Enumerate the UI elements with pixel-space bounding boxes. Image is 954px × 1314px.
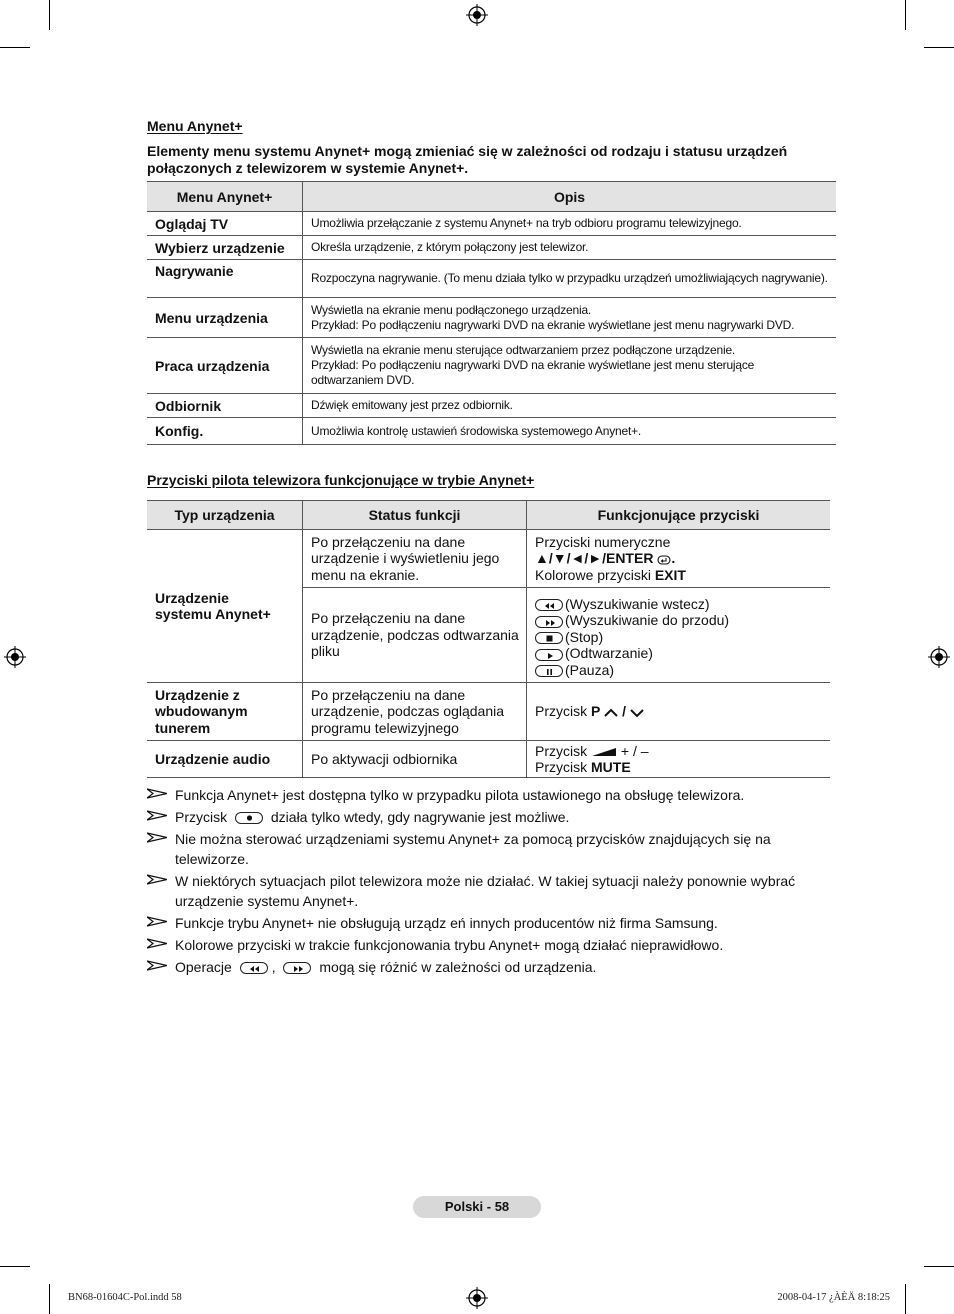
- menu-item-desc: Rozpoczyna nagrywanie. (To menu działa tylko w przypadku urządzeń umożliwiających nagrywanie).: [303, 260, 837, 298]
- menu-item-desc: Dźwięk emitowany jest przez odbiornik.: [303, 394, 837, 418]
- rewind-icon: [240, 962, 268, 974]
- chevron-down-icon: [630, 708, 644, 718]
- remote-buttons-table: [147, 500, 830, 778]
- table-row: [147, 236, 836, 260]
- note-arrow-icon: [147, 960, 167, 971]
- menu-item-name: Nagrywanie: [147, 260, 303, 298]
- table-row: [147, 418, 836, 445]
- registration-mark-icon: [928, 646, 950, 668]
- table-row: [147, 683, 830, 741]
- table-row: [147, 338, 836, 394]
- enter-icon: [657, 554, 671, 566]
- fast-forward-icon: [535, 616, 563, 628]
- crop-mark: [0, 1266, 30, 1267]
- note-item: W niektórych sytuacjach pilot telewizora może nie działać. W takiej sytuacji należy ponownie wybrać urządzenie systemu Anynet+.: [147, 871, 837, 911]
- function-status: Po przełączeniu na dane urządzenie, podczas odtwarzania pliku: [303, 588, 527, 683]
- play-icon: [535, 649, 563, 661]
- device-type: Urządzenie z wbudowanym tunerem: [147, 683, 303, 741]
- function-status: Po przełączeniu na dane urządzenie i wyświetleniu jego menu na ekranie.: [303, 530, 527, 588]
- crop-mark: [49, 0, 50, 30]
- device-type: Urządzenie audio: [147, 741, 303, 778]
- table-header: Menu Anynet+: [147, 182, 303, 212]
- note-arrow-icon: [147, 788, 167, 799]
- file-slug: BN68-01604C-Pol.indd 58: [68, 1292, 182, 1303]
- date-slug: 2008-04-17 ¿ÀÈÄ 8:18:25: [777, 1292, 890, 1303]
- working-buttons: Przycisk P /: [527, 683, 831, 741]
- table-header: Status funkcji: [303, 501, 527, 530]
- desc-line: Przykład: Po podłączeniu nagrywarki DVD na ekranie wyświetlane jest menu nagrywarki DVD.: [311, 317, 795, 332]
- table-row: [147, 530, 830, 588]
- menu-item-name: Praca urządzenia: [147, 338, 303, 394]
- desc-line: Przykład: Po podłączeniu nagrywarki DVD na ekranie wyświetlane jest menu sterujące odtwarzaniem DVD.: [311, 358, 755, 387]
- note-arrow-icon: [147, 832, 167, 843]
- chevron-up-icon: [604, 708, 618, 718]
- crop-mark: [924, 1266, 954, 1267]
- section-title-menu: Menu Anynet+: [147, 118, 243, 134]
- working-buttons: (Wyszukiwanie wstecz) (Wyszukiwanie do przodu) (Stop) (Odtwarzanie) (Pauza): [527, 588, 831, 683]
- buttons-line: Przyciski numeryczne: [535, 533, 671, 550]
- table-row: [147, 298, 836, 338]
- note-arrow-icon: [147, 938, 167, 949]
- rewind-icon: [535, 599, 563, 611]
- menu-item-name: Oglądaj TV: [147, 212, 303, 236]
- pause-icon: [535, 665, 563, 677]
- menu-item-desc: Określa urządzenie, z którym połączony jest telewizor.: [303, 236, 837, 260]
- crop-mark: [924, 47, 954, 48]
- registration-mark-icon: [4, 646, 26, 668]
- nav-buttons-label: ▲/▼/◄/►/ENTER: [535, 550, 654, 567]
- section-intro: Elementy menu systemu Anynet+ mogą zmieniać się w zależności od rodzaju i statusu urządzeń połączonych z telewizorem w systemie Anynet+.: [147, 143, 788, 176]
- table-row: [147, 394, 836, 418]
- buttons-line: Kolorowe przyciski EXIT: [535, 566, 686, 583]
- volume-icon: [591, 747, 617, 757]
- anynet-menu-table: [147, 181, 836, 445]
- page-number-badge: Polski - 58: [413, 1196, 541, 1218]
- working-buttons: Przycisk + / – Przycisk MUTE: [527, 741, 831, 778]
- menu-item-name: Menu urządzenia: [147, 298, 303, 338]
- menu-item-name: Odbiornik: [147, 394, 303, 418]
- menu-item-desc: Umożliwia przełączanie z systemu Anynet+ na tryb odbioru programu telewizyjnego.: [303, 212, 837, 236]
- table-header: Opis: [303, 182, 837, 212]
- note-item: Przycisk działa tylko wtedy, gdy nagrywanie jest możliwe.: [147, 807, 837, 827]
- device-type: Urządzenie systemu Anynet+: [147, 530, 303, 683]
- registration-mark-icon: [466, 4, 488, 26]
- function-status: Po przełączeniu na dane urządzenie, podczas oglądania programu telewizyjnego: [303, 683, 527, 741]
- notes-list: [147, 785, 837, 979]
- menu-item-name: Wybierz urządzenie: [147, 236, 303, 260]
- fast-forward-icon: [283, 962, 311, 974]
- note-item: Kolorowe przyciski w trakcie funkcjonowania trybu Anynet+ mogą działać nieprawidłowo.: [147, 935, 837, 955]
- buttons-line: ▲/▼/◄/►/ENTER .: [535, 550, 676, 567]
- desc-line: Wyświetla na ekranie menu sterujące odtwarzaniem przez podłączone urządzenie.: [311, 343, 736, 357]
- note-arrow-icon: [147, 874, 167, 885]
- crop-mark: [905, 0, 906, 30]
- stop-icon: [535, 632, 563, 644]
- table-row: [147, 741, 830, 778]
- crop-mark: [905, 1284, 906, 1314]
- function-status: Po aktywacji odbiornika: [303, 741, 527, 778]
- table-header: Typ urządzenia: [147, 501, 303, 530]
- table-row: [147, 212, 836, 236]
- note-arrow-icon: [147, 810, 167, 821]
- crop-mark: [49, 1284, 50, 1314]
- section-title-remote: Przyciski pilota telewizora funkcjonujące w trybie Anynet+: [147, 472, 535, 488]
- note-item: Funkcja Anynet+ jest dostępna tylko w przypadku pilota ustawionego na obsługę telewizora.: [147, 785, 837, 805]
- note-arrow-icon: [147, 916, 167, 927]
- desc-line: Wyświetla na ekranie menu podłączonego urządzenia.: [311, 302, 592, 317]
- note-item: Funkcje trybu Anynet+ nie obsługują urządz eń innych producentów niż firma Samsung.: [147, 913, 837, 933]
- working-buttons: [527, 530, 831, 588]
- note-item: Operacje , mogą się różnić w zależności od urządzenia.: [147, 957, 837, 977]
- table-row: [147, 260, 836, 298]
- table-header: Funkcjonujące przyciski: [527, 501, 831, 530]
- menu-item-desc: Umożliwia kontrolę ustawień środowiska systemowego Anynet+.: [303, 418, 837, 445]
- crop-mark: [0, 47, 30, 48]
- menu-item-desc: [303, 338, 837, 394]
- menu-item-desc: [303, 298, 837, 338]
- record-icon: [235, 812, 263, 824]
- registration-mark-icon: [466, 1287, 488, 1309]
- menu-item-name: Konfig.: [147, 418, 303, 445]
- note-item: Nie można sterować urządzeniami systemu Anynet+ za pomocą przycisków znajdujących się na telewizorze.: [147, 829, 837, 869]
